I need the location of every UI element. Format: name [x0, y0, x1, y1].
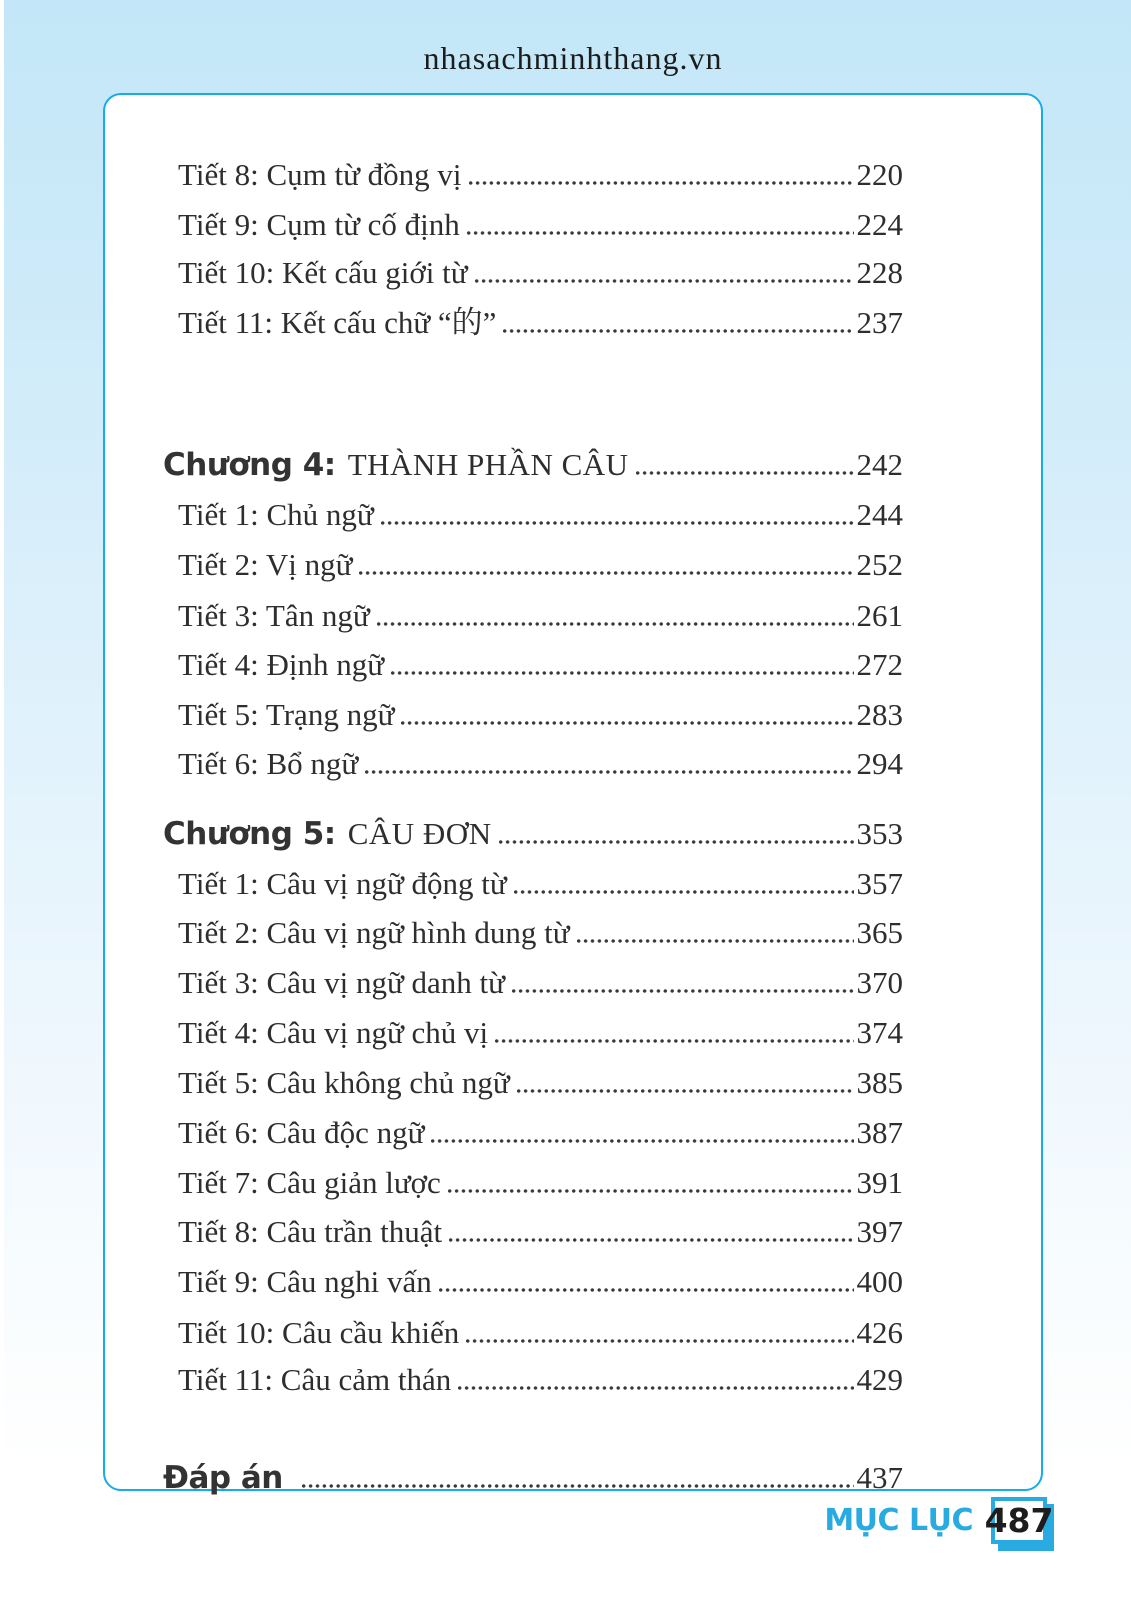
- toc-entry-label: Tiết 10: Câu cầu khiến: [178, 1315, 460, 1350]
- toc-item-row: [178, 693, 903, 737]
- page-number-badge: [984, 1497, 1054, 1544]
- toc-entry-page-number: 374: [856, 1015, 903, 1050]
- toc-entry-page-number: 429: [856, 1362, 903, 1397]
- toc-entry-label: Tiết 5: Trạng ngữ: [178, 697, 395, 732]
- toc-entry-page-number: 391: [856, 1165, 903, 1200]
- toc-entry-page-number: 224: [856, 207, 903, 242]
- toc-box: [103, 93, 1043, 1496]
- toc-entry-page-number: 294: [856, 746, 903, 781]
- toc-entry-label: Tiết 1: Câu vị ngữ động từ: [178, 866, 507, 901]
- toc-entry-page-number: 365: [856, 915, 903, 950]
- toc-entry-page-number: 244: [856, 497, 903, 532]
- toc-entry-page-number: 353: [856, 816, 903, 851]
- toc-item-row: [178, 594, 903, 638]
- dot-leader: [467, 231, 854, 235]
- toc-entry-page-number: 220: [856, 157, 903, 192]
- toc-chapter-row: [163, 443, 903, 487]
- toc-chapter-row: [163, 812, 903, 856]
- toc-item-row: [178, 1210, 903, 1254]
- toc-entry-label: Tiết 1: Chủ ngữ: [178, 497, 374, 532]
- dot-leader: [577, 939, 854, 943]
- toc-item-row: [178, 543, 903, 587]
- dot-leader: [499, 840, 854, 844]
- toc-item-row: [178, 1161, 903, 1205]
- dot-leader: [439, 1288, 854, 1292]
- dot-leader: [401, 721, 853, 725]
- toc-entry-page-number: 261: [856, 598, 903, 633]
- dot-leader: [381, 521, 854, 525]
- toc-entry-page-number: 237: [856, 305, 903, 340]
- dot-leader: [503, 329, 853, 333]
- chapter-title: THÀNH PHẦN CÂU: [347, 447, 629, 482]
- toc-entry-page-number: 387: [856, 1115, 903, 1150]
- toc-entry-label: Tiết 3: Tân ngữ: [178, 598, 370, 633]
- toc-entry-page-number: 228: [856, 255, 903, 290]
- toc-entry-page-number: 426: [856, 1315, 903, 1350]
- toc-entry-label: Tiết 6: Bổ ngữ: [178, 746, 359, 781]
- dot-leader: [377, 622, 854, 626]
- toc-entry-page-number: 397: [856, 1214, 903, 1249]
- toc-item-row: [178, 961, 903, 1005]
- site-title: nhasachminhthang.vn: [423, 40, 723, 76]
- toc-entry-page-number: 400: [856, 1264, 903, 1299]
- toc-item-row: [178, 251, 903, 295]
- page-number: 487: [984, 1501, 1054, 1540]
- toc-item-row: [178, 862, 903, 906]
- dot-leader: [469, 181, 854, 185]
- toc-entry-page-number: 252: [856, 547, 903, 582]
- toc-entry-page-number: 242: [856, 447, 903, 482]
- toc-item-row: [178, 153, 903, 197]
- toc-item-row: [178, 1011, 903, 1055]
- toc-entry-label: Tiết 4: Câu vị ngữ chủ vị: [178, 1015, 489, 1050]
- dot-leader: [458, 1386, 853, 1390]
- dot-leader: [391, 671, 854, 675]
- dot-leader: [512, 989, 854, 993]
- dot-leader: [517, 1089, 854, 1093]
- dot-leader: [431, 1139, 853, 1143]
- toc-entry-label: Tiết 5: Câu không chủ ngữ: [178, 1065, 510, 1100]
- toc-entry-label: Tiết 9: Câu nghi vấn: [178, 1264, 432, 1299]
- toc-entry-label: Tiết 7: Câu giản lược: [178, 1165, 441, 1200]
- dot-leader: [636, 471, 854, 475]
- site-header: [103, 40, 1043, 77]
- toc-chapter-row: [163, 1456, 903, 1500]
- footer-section-label: MỤC LỤC: [824, 1503, 973, 1538]
- toc-entry-label: Tiết 2: Vị ngữ: [178, 547, 353, 582]
- toc-item-row: [178, 742, 903, 786]
- toc-entry-label: Tiết 10: Kết cấu giới từ: [178, 255, 468, 290]
- toc-entry-label: Tiết 8: Câu trần thuật: [178, 1214, 443, 1249]
- toc-item-row: [178, 1260, 903, 1304]
- toc-item-row: [178, 301, 903, 345]
- page-footer: [0, 1497, 1054, 1544]
- dot-leader: [449, 1238, 853, 1242]
- chapter-title: CÂU ĐƠN: [347, 816, 492, 851]
- toc-entry-label: Tiết 11: Kết cấu chữ “的”: [178, 305, 497, 340]
- dot-leader: [302, 1484, 854, 1488]
- toc-item-row: [178, 1311, 903, 1355]
- dot-leader: [514, 890, 854, 894]
- toc-entry-page-number: 385: [856, 1065, 903, 1100]
- toc-item-row: [178, 1111, 903, 1155]
- toc-item-row: [178, 203, 903, 247]
- toc-entry-label: Tiết 8: Cụm từ đồng vị: [178, 157, 462, 192]
- toc-entry-label: Tiết 6: Câu độc ngữ: [178, 1115, 425, 1150]
- toc-entry-label: Tiết 2: Câu vị ngữ hình dung từ: [178, 915, 570, 950]
- chapter-prefix: Chương 4:: [163, 447, 336, 483]
- toc-item-row: [178, 1358, 903, 1402]
- chapter-prefix: Đáp án: [163, 1460, 283, 1496]
- dot-leader: [495, 1039, 853, 1043]
- toc-entry-label: Tiết 4: Định ngữ: [178, 647, 384, 682]
- toc-entry-page-number: 272: [856, 647, 903, 682]
- toc-item-row: [178, 1061, 903, 1105]
- dot-leader: [475, 279, 854, 283]
- toc-item-row: [178, 493, 903, 537]
- chapter-prefix: Chương 5:: [163, 816, 336, 852]
- dot-leader: [359, 571, 853, 575]
- toc-item-row: [178, 643, 903, 687]
- toc-entry-page-number: 370: [856, 965, 903, 1000]
- scan-edge-strip: [0, 0, 4, 1600]
- dot-leader: [448, 1189, 854, 1193]
- toc-entry-label: Tiết 3: Câu vị ngữ danh từ: [178, 965, 505, 1000]
- toc-entry-label: Tiết 9: Cụm từ cố định: [178, 207, 460, 242]
- dot-leader: [365, 770, 853, 774]
- toc-entry-page-number: 437: [856, 1460, 903, 1495]
- toc-entry-page-number: 357: [856, 866, 903, 901]
- toc-entry-label: Tiết 11: Câu cảm thán: [178, 1362, 452, 1397]
- toc-item-row: [178, 911, 903, 955]
- dot-leader: [466, 1339, 853, 1343]
- toc-entry-page-number: 283: [856, 697, 903, 732]
